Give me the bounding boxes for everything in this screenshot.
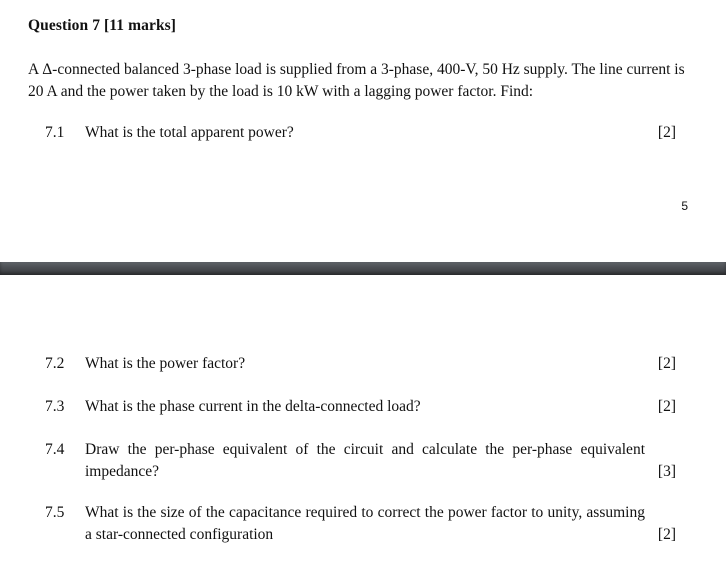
- part-number: 7.3: [45, 398, 65, 415]
- part-number: 7.4: [45, 441, 65, 458]
- part-text: Draw the per-phase equivalent of the circuit and calculate the per-phase equivalent impedance?: [85, 441, 645, 480]
- part-marks: [2]: [657, 526, 676, 543]
- part-text: What is the phase current in the delta-connected load?: [85, 398, 421, 415]
- question-intro: A Δ-connected balanced 3-phase load is supplied from a 3-phase, 400-V, 50 Hz supply. The line current is 20 A and the power taken by the load is 10 kW with a lagging power factor. Find:: [28, 61, 685, 100]
- part-marks: [2]: [657, 124, 676, 141]
- part-number: 7.2: [45, 355, 65, 372]
- part-number: 7.1: [45, 124, 65, 141]
- part-text: What is the total apparent power?: [85, 124, 294, 141]
- part-marks: [3]: [657, 463, 676, 480]
- part-marks: [2]: [657, 398, 676, 415]
- part-text: What is the size of the capacitance required to correct the power factor to unity, assuming a star-connected configuration: [85, 504, 645, 543]
- part-marks: [2]: [657, 355, 676, 372]
- page-number: 5: [681, 199, 688, 213]
- part-number: 7.5: [45, 504, 65, 521]
- question-title: Question 7 [11 marks]: [28, 17, 177, 34]
- part-text: What is the power factor?: [85, 355, 246, 372]
- page-separator: [0, 262, 726, 275]
